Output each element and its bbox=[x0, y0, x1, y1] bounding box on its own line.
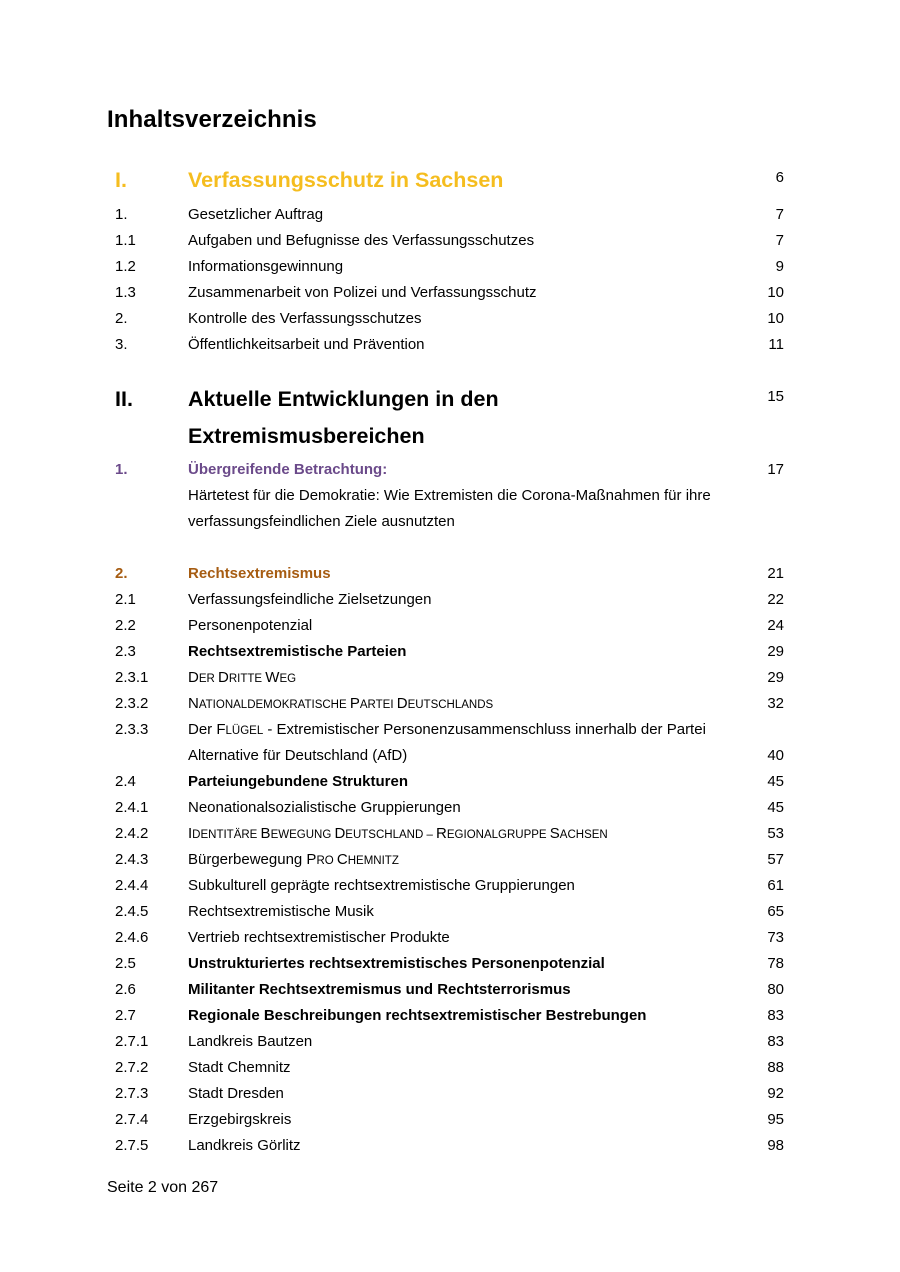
toc-number: 2.7.2 bbox=[115, 1059, 149, 1076]
toc-title: Neonationalsozialistische Gruppierungen bbox=[188, 799, 461, 816]
toc-title: Subkulturell geprägte rechtsextremistische Gruppierungen bbox=[188, 877, 575, 894]
toc-page-number: 7 bbox=[775, 206, 784, 223]
toc-title: Parteiungebundene Strukturen bbox=[188, 773, 409, 790]
toc-number: II. bbox=[115, 387, 133, 411]
page-footer: Seite 2 von 267 bbox=[107, 1179, 219, 1196]
toc-page-number: 83 bbox=[767, 1007, 784, 1024]
toc-title: Landkreis Bautzen bbox=[188, 1033, 313, 1050]
toc-number: I. bbox=[115, 168, 127, 192]
toc-page-number: 88 bbox=[767, 1059, 784, 1076]
toc-number: 2.3.2 bbox=[115, 695, 149, 712]
toc-title: Stadt Dresden bbox=[188, 1085, 284, 1102]
toc-title: Übergreifende Betrachtung: bbox=[188, 461, 388, 478]
toc-title: NATIONALDEMOKRATISCHE PARTEI DEUTSCHLANDS bbox=[188, 695, 494, 712]
toc-title: Unstrukturiertes rechtsextremistisches Personenpotenzial bbox=[188, 955, 605, 972]
toc-number: 2.4.2 bbox=[115, 825, 149, 842]
toc-number: 1.2 bbox=[115, 258, 136, 275]
toc-page-number: 6 bbox=[775, 169, 784, 186]
toc-page-number: 15 bbox=[767, 388, 784, 405]
toc-page-number: 57 bbox=[767, 851, 784, 868]
toc-number: 2.4.6 bbox=[115, 929, 149, 946]
toc-number: 2.3 bbox=[115, 643, 136, 660]
toc-number: 2.1 bbox=[115, 591, 136, 608]
toc-page-number: 10 bbox=[767, 310, 784, 327]
toc-number: 2.4.3 bbox=[115, 851, 149, 868]
toc-title: Gesetzlicher Auftrag bbox=[188, 206, 324, 223]
toc-title: Stadt Chemnitz bbox=[188, 1059, 291, 1076]
toc-title: Aufgaben und Befugnisse des Verfassungsschutzes bbox=[188, 232, 535, 249]
toc-page-number: 83 bbox=[767, 1033, 784, 1050]
toc-page-number: 29 bbox=[767, 669, 784, 686]
toc-number: 2.4.1 bbox=[115, 799, 149, 816]
toc-title: Erzgebirgskreis bbox=[188, 1111, 292, 1128]
toc-page-number: 29 bbox=[767, 643, 784, 660]
toc-page-number: 22 bbox=[767, 591, 784, 608]
toc-page-number: 78 bbox=[767, 955, 784, 972]
toc-title: Kontrolle des Verfassungsschutzes bbox=[188, 310, 422, 327]
toc-page-number: 24 bbox=[767, 617, 784, 634]
toc-page-number: 32 bbox=[767, 695, 784, 712]
toc-page-number: 40 bbox=[767, 747, 784, 764]
toc-number: 1. bbox=[115, 461, 128, 478]
toc-page-number: 53 bbox=[767, 825, 784, 842]
toc-page-number: 45 bbox=[767, 799, 784, 816]
toc-page-number: 73 bbox=[767, 929, 784, 946]
toc-number: 2.7.4 bbox=[115, 1111, 149, 1128]
toc-number: 2. bbox=[115, 565, 128, 582]
toc-page-number: 98 bbox=[767, 1137, 784, 1154]
toc-title-line-1: Aktuelle Entwicklungen in den bbox=[188, 387, 499, 411]
toc-number: 1.3 bbox=[115, 284, 136, 301]
toc-title: DER DRITTE WEG bbox=[188, 669, 297, 686]
toc-number: 2.3.3 bbox=[115, 721, 149, 738]
toc-page-number: 61 bbox=[767, 877, 784, 894]
toc-page-number: 92 bbox=[767, 1085, 784, 1102]
toc-page-number: 17 bbox=[767, 461, 784, 478]
toc-number: 2.6 bbox=[115, 981, 136, 998]
toc-title: Landkreis Görlitz bbox=[188, 1137, 301, 1154]
toc-number: 2.7 bbox=[115, 1007, 136, 1024]
toc-title: Informationsgewinnung bbox=[188, 258, 344, 275]
toc-title: Der FLÜGEL - Extremistischer Personenzusammenschluss innerhalb der Partei bbox=[188, 721, 706, 738]
toc-title: Militanter Rechtsextremismus und Rechtsterrorismus bbox=[188, 981, 571, 998]
toc-title: Rechtsextremismus bbox=[188, 565, 331, 582]
toc-number: 2.7.3 bbox=[115, 1085, 149, 1102]
toc-page-number: 10 bbox=[767, 284, 784, 301]
toc-number: 2.7.1 bbox=[115, 1033, 149, 1050]
page-heading: Inhaltsverzeichnis bbox=[107, 106, 317, 133]
toc-page-number: 7 bbox=[775, 232, 784, 249]
toc-page-number: 80 bbox=[767, 981, 784, 998]
toc-title: Bürgerbewegung PRO CHEMNITZ bbox=[188, 851, 399, 868]
toc-title: Regionale Beschreibungen rechtsextremistischer Bestrebungen bbox=[188, 1007, 647, 1024]
toc-number: 1. bbox=[115, 206, 128, 223]
toc-title: Öffentlichkeitsarbeit und Prävention bbox=[188, 336, 425, 353]
toc-number: 2.4.5 bbox=[115, 903, 149, 920]
toc-title: Verfassungsfeindliche Zielsetzungen bbox=[188, 591, 432, 608]
toc-number: 2. bbox=[115, 310, 128, 327]
toc-page-number: 21 bbox=[767, 565, 784, 582]
toc-title-line-2: Extremismusbereichen bbox=[188, 424, 425, 448]
toc-number: 1.1 bbox=[115, 232, 136, 249]
toc-title: Rechtsextremistische Parteien bbox=[188, 643, 407, 660]
toc-number: 2.7.5 bbox=[115, 1137, 149, 1154]
toc-number: 2.2 bbox=[115, 617, 136, 634]
toc-page-number: 9 bbox=[775, 258, 784, 275]
toc-page-number: 45 bbox=[767, 773, 784, 790]
toc-title: IDENTITÄRE BEWEGUNG DEUTSCHLAND – REGIONALGRUPPE SACHSEN bbox=[188, 825, 608, 842]
toc-title: Personenpotenzial bbox=[188, 617, 313, 634]
toc-title: Verfassungsschutz in Sachsen bbox=[188, 168, 504, 192]
toc-number: 2.4.4 bbox=[115, 877, 149, 894]
toc-title: Rechtsextremistische Musik bbox=[188, 903, 374, 920]
toc-subtitle-line-1: Härtetest für die Demokratie: Wie Extremisten die Corona-Maßnahmen für ihre bbox=[188, 487, 711, 504]
toc-page-number: 11 bbox=[768, 336, 784, 353]
toc-number: 2.4 bbox=[115, 773, 136, 790]
toc-title-line-2: Alternative für Deutschland (AfD) bbox=[188, 747, 408, 764]
toc-title: Vertrieb rechtsextremistischer Produkte bbox=[188, 929, 450, 946]
toc-number: 3. bbox=[115, 336, 128, 353]
toc-title: Zusammenarbeit von Polizei und Verfassungsschutz bbox=[188, 284, 537, 301]
toc-page-number: 65 bbox=[767, 903, 784, 920]
toc-number: 2.5 bbox=[115, 955, 136, 972]
toc-number: 2.3.1 bbox=[115, 669, 149, 686]
toc-page-number: 95 bbox=[767, 1111, 784, 1128]
toc-subtitle-line-2: verfassungsfeindlichen Ziele ausnutzten bbox=[188, 513, 455, 530]
